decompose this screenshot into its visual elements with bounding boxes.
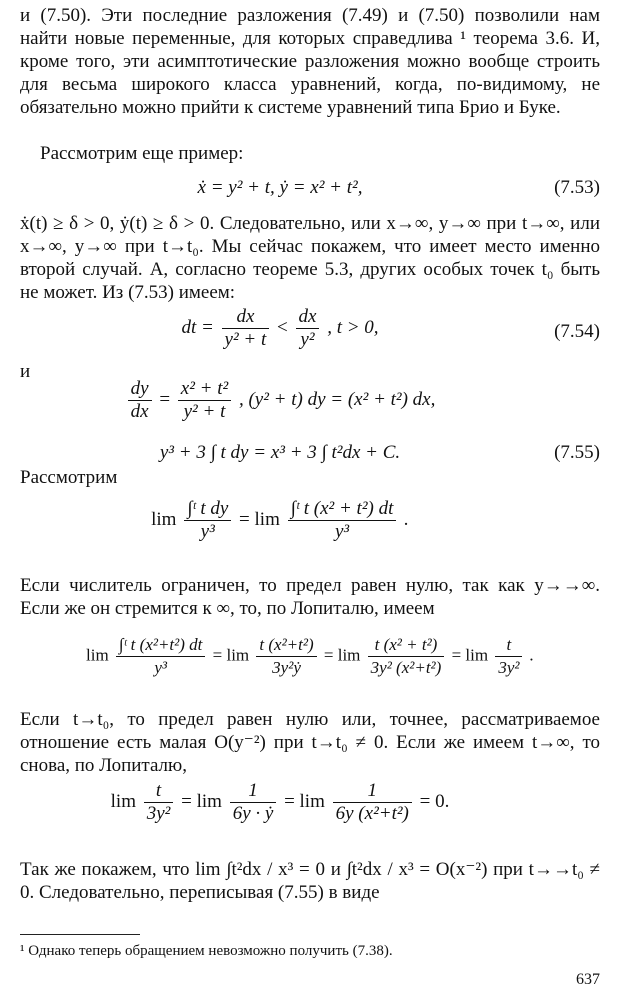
fraction [296,306,320,351]
equation-limit-1 [20,494,600,558]
lhs: dt = [181,316,214,338]
equation-number: (7.54) [554,321,600,342]
fraction [178,378,231,423]
lim-operator: lim [110,790,136,812]
footnote: ¹ Однако теперь обращением невозможно получить (7.38). [20,943,393,959]
denominator: y² + t [224,329,267,350]
numerator: x² + t² [178,378,231,401]
numerator: 1 [230,780,277,803]
fraction [368,634,445,679]
operator: = lim [212,645,250,665]
paragraph-2: Рассмотрим еще пример: [40,143,244,164]
equation-body [20,498,540,543]
numerator: dx [296,306,320,329]
operator: = lim [323,645,361,665]
paragraph-1: и (7.50). Эти последние разложения (7.49) и (7.50) позволили нам найти новые переменные, для которых справедлива ¹ теорема 3.6. И, кроме того, эти асимптотические разложения можно вообще строить для весьма широкого класса уравнений, когда, по-видимому, не обязательно можно прийти к системе уравнений типа Брио и Буке. [20,5,600,118]
equation-limit-2 [14,628,606,696]
denominator: 3y² (x²+t²) [370,658,442,677]
numerator: ∫ᵗ t (x² + t²) dt [288,498,397,521]
fraction [333,780,412,825]
numerator: t (x² + t²) [368,634,445,657]
denominator: y³ [200,521,215,542]
equation-7-54 [20,306,600,360]
paragraph-6: Так же покажем, что lim ∫t²dx / x³ = 0 и ∫t²dx / x³ = O(x⁻²) при t→→t₀ ≠ 0. Следовательно, переписывая (7.55) в виде [20,859,600,903]
lim-operator: lim [86,645,109,665]
operator: = lim [451,645,489,665]
fraction [144,780,174,825]
denominator: y² + t [183,401,226,422]
fraction [230,780,277,825]
equation-body: y³ + 3 ∫ t dy = x³ + 3 ∫ t²dx + C. [159,442,401,463]
numerator: dy [128,378,152,401]
tail: , (y² + t) dy = (x² + t²) dx, [238,388,436,410]
denominator: y³ [154,658,167,677]
equation-7-55a [20,378,600,432]
denominator: 6y (x²+t²) [335,803,409,824]
equation-body [20,306,540,351]
operator: = lim [284,790,325,812]
tail: = 0. [419,790,450,812]
consider-label: Рассмотрим [20,467,118,488]
tail: . [529,645,534,665]
numerator: ∫ᵗ t (x²+t²) dt [116,634,205,657]
page-number: 637 [576,971,600,988]
operator: = [159,388,171,410]
numerator: t (x²+t²) [256,634,316,657]
paragraph-4: Если числитель ограничен, то предел равен нулю, так как y→→∞. Если же он стремится к ∞, то, по Лопиталю, имеем [20,575,600,619]
numerator: 1 [333,780,412,803]
operator: = lim [239,508,280,530]
equation-body [20,378,540,423]
lim-operator: lim [151,508,177,530]
numerator: dx [222,306,270,329]
footnote-rule [20,934,140,935]
numerator: ∫ᵗ t dy [184,498,231,521]
fraction [256,634,316,679]
denominator: 3y²ẏ [272,658,301,677]
operator: < [277,316,288,338]
numerator: t [144,780,174,803]
denominator: 3y² [498,658,520,677]
paragraph-5: Если t→t₀, то предел равен нулю или, точнее, рассматриваемое отношение есть малая O(y⁻²) при t→t₀ ≠ 0. Если же имеем t→∞, то снова, по Лопиталю, [20,709,600,776]
word-and: и [20,361,31,382]
fraction [222,306,270,351]
tail: . [404,508,409,530]
fraction [288,498,397,543]
operator: = lim [181,790,222,812]
denominator: 3y² [146,803,171,824]
equation-number: (7.53) [554,177,600,198]
equation-limit-3 [20,780,600,834]
fraction [495,634,522,679]
denominator: y³ [334,521,350,542]
fraction [184,498,231,543]
equation-7-53 [20,176,600,216]
numerator: t [495,634,522,657]
denominator: dx [130,401,149,422]
equation-body: ẋ = y² + t, ẏ = x² + t², [197,177,363,198]
tail: , t > 0, [327,316,379,338]
fraction [128,378,152,423]
denominator: y² [300,329,315,350]
paragraph-3: ẋ(t) ≥ δ > 0, ẏ(t) ≥ δ > 0. Следовательно, или x→∞, y→∞ при t→∞, или x→∞, y→∞ при t→t₀. Мы сейчас покажем, что имеет место именно второй случай. А, согласно теореме 5.3, других особых точек t₀ быть не может. Из (7.53) имеем: [20,213,600,303]
denominator: 6y · ẏ [232,803,274,824]
equation-body [20,780,540,825]
fraction [116,634,205,679]
equation-body [14,634,606,679]
equation-number: (7.55) [554,442,600,463]
